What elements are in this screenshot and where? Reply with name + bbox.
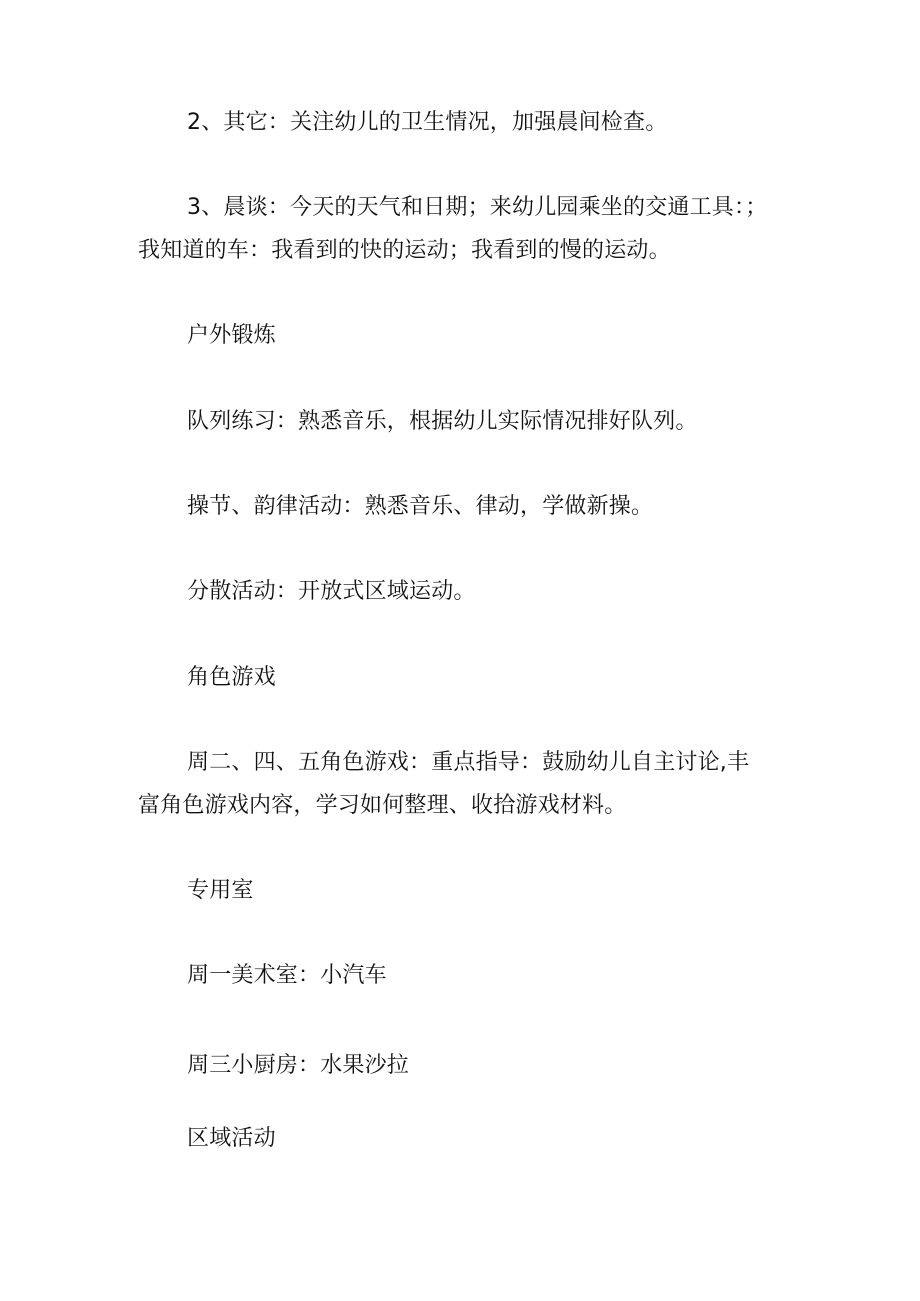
paragraph-morning-talk-line-1: 3、晨谈：今天的天气和日期；来幼儿园乘坐的交通工具：； <box>187 195 768 220</box>
paragraph-formation-practice: 队列练习：熟悉音乐，根据幼儿实际情况排好队列。 <box>187 409 698 434</box>
paragraph-morning-talk-line-2: 我知道的车：我看到的快的运动；我看到的慢的运动。 <box>138 238 671 263</box>
paragraph-wednesday-kitchen: 周三小厨房：水果沙拉 <box>187 1053 410 1078</box>
paragraph-role-play-guidance-line-2: 富角色游戏内容，学习如何整理、收拾游戏材料。 <box>138 793 627 818</box>
heading-outdoor-exercise: 户外锻炼 <box>187 323 276 348</box>
heading-area-activity: 区域活动 <box>187 1126 276 1151</box>
paragraph-rhythm-activity: 操节、韵律活动：熟悉音乐、律动，学做新操。 <box>187 494 654 519</box>
paragraph-monday-art-room: 周一美术室：小汽车 <box>187 963 387 988</box>
heading-special-room: 专用室 <box>187 878 254 903</box>
heading-role-play: 角色游戏 <box>187 665 276 690</box>
paragraph-other-hygiene: 2、其它：关注幼儿的卫生情况，加强晨间检查。 <box>187 110 668 135</box>
paragraph-role-play-guidance-line-1: 周二、四、五角色游戏：重点指导：鼓励幼儿自主讨论,丰 <box>187 750 750 775</box>
paragraph-free-activity: 分散活动：开放式区域运动。 <box>187 579 476 604</box>
